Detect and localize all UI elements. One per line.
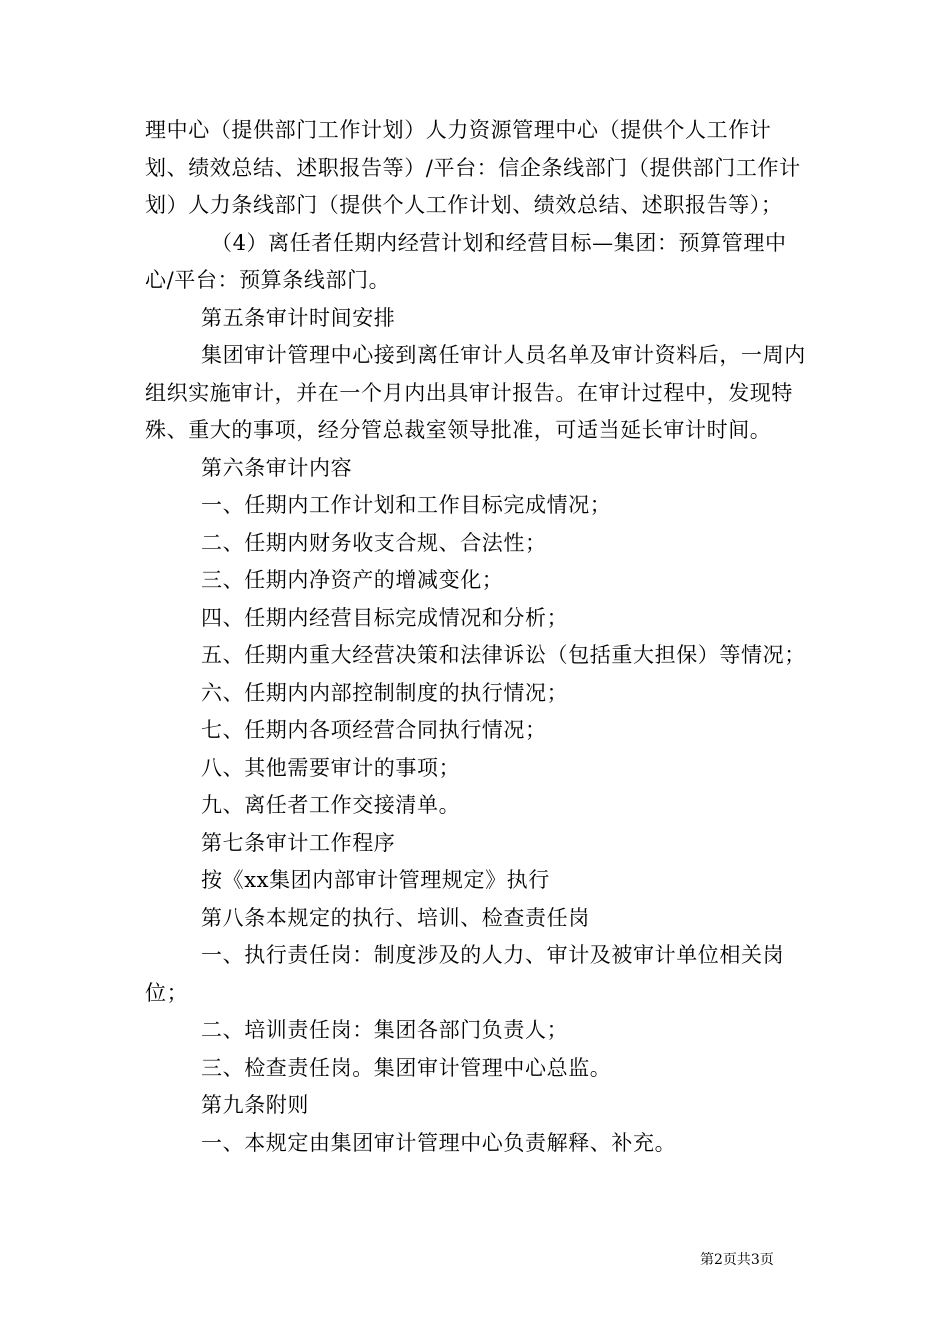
article-5-body: 集团审计管理中心接到离任审计人员名单及审计资料后，一周内组织实施审计，并在一个月内出具审计报告。在审计过程中，发现特殊、重大的事项，经分管总裁室领导批准，可适当延长审计时间。: [145, 343, 806, 442]
list-item: 一、本规定由集团审计管理中心负责解释、补充。: [201, 1130, 677, 1155]
list-item: 五、任期内重大经营决策和法律诉讼（包括重大担保）等情况；: [201, 643, 806, 667]
list-item: 二、培训责任岗：集团各部门负责人；: [201, 1018, 569, 1042]
article-7-heading: 第七条审计工作程序: [201, 830, 396, 855]
list-item: 八、其他需要审计的事项；: [201, 755, 461, 780]
list-item: 一、执行责任岗：制度涉及的人力、审计及被审计单位相关岗位；: [145, 943, 785, 1005]
list-item: 六、任期内内部控制制度的执行情况；: [201, 680, 569, 705]
paragraph-item-4: （4）离任者任期内经营计划和经营目标—集团：预算管理中心/平台：预算条线部门。: [145, 230, 787, 292]
page-number: 第2页共3页: [700, 1252, 774, 1268]
article-9-heading: 第九条附则: [201, 1093, 309, 1117]
list-item: 一、任期内工作计划和工作目标完成情况；: [201, 493, 612, 517]
article-8-heading: 第八条本规定的执行、培训、检查责任岗: [201, 905, 590, 930]
list-item: 九、离任者工作交接清单。: [201, 793, 461, 817]
list-item: 七、任期内各项经营合同执行情况；: [201, 718, 547, 742]
article-7-body: 按《xx集团内部审计管理规定》执行: [201, 868, 550, 892]
article-6-heading: 第六条审计内容: [201, 455, 353, 480]
paragraph-continuation: 理中心（提供部门工作计划）人力资源管理中心（提供个人工作计划、绩效总结、述职报告等）/平台：信企条线部门（提供部门工作计划）人力条线部门（提供个人工作计划、绩效总结、述职报告等）；: [145, 118, 801, 217]
article-5-heading: 第五条审计时间安排: [201, 305, 396, 330]
document-body: [145, 112, 810, 1162]
list-item: 三、检查责任岗。集团审计管理中心总监。: [201, 1055, 612, 1080]
list-item: 二、任期内财务收支合规、合法性；: [201, 530, 547, 555]
list-item: 四、任期内经营目标完成情况和分析；: [201, 605, 569, 630]
list-item: 三、任期内净资产的增减变化；: [201, 568, 504, 592]
